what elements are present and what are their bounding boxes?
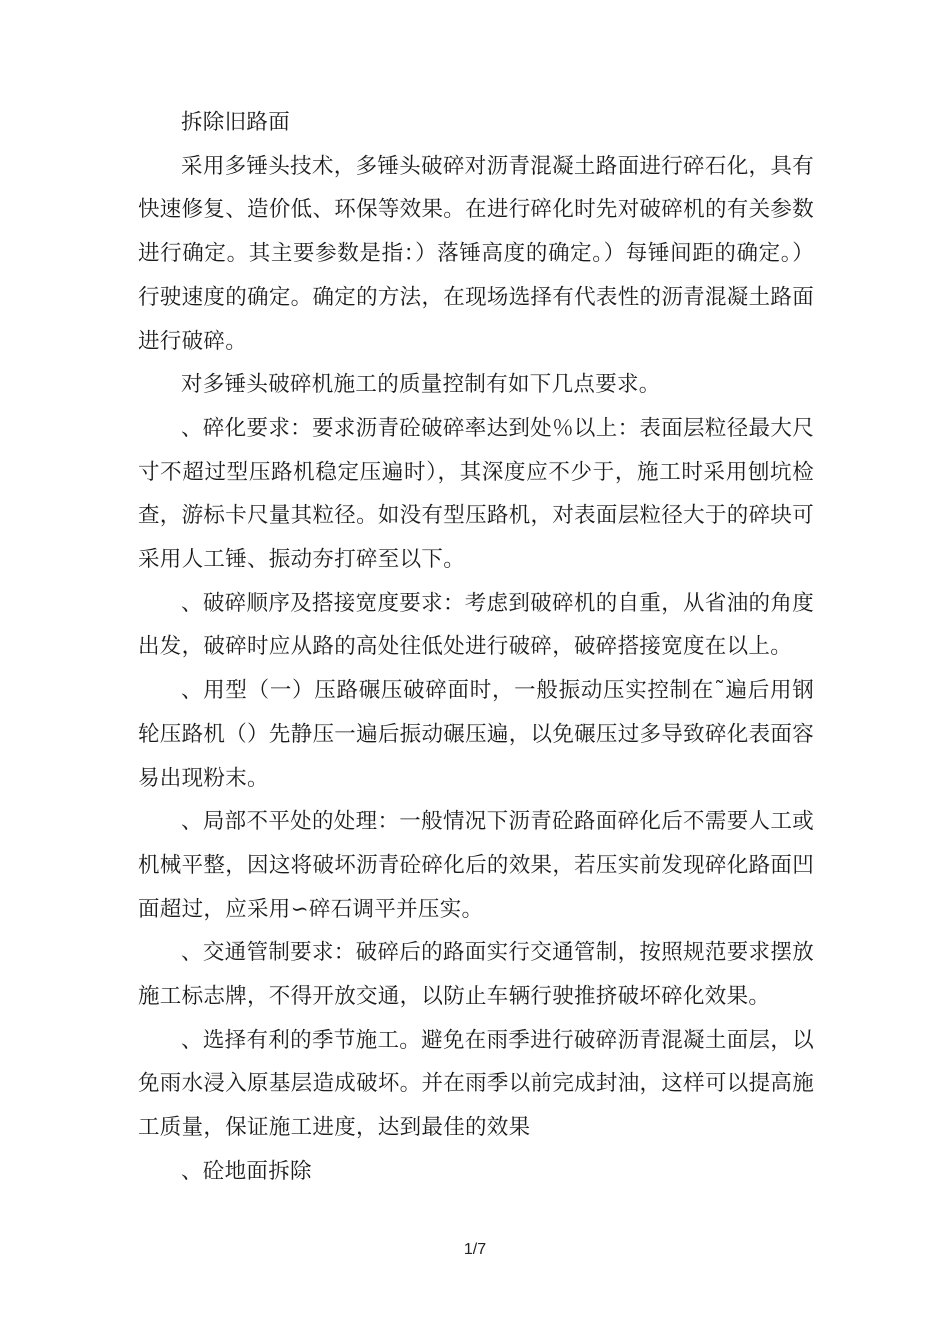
list-item: 、用型（一）压路碾压破碎面时，一般振动压实控制在˜遍后用钢轮压路机（）先静压一遍后振动碾压遍，以免碾压过多导致碎化表面容易出现粉末。 [138, 678, 814, 791]
list-item: 、选择有利的季节施工。避免在雨季进行破碎沥青混凝土面层，以免雨水浸入原基层造成破坏。并在雨季以前完成封油，这样可以提高施工质量，保证施工进度，达到最佳的效果 [138, 1027, 814, 1141]
paragraph: 采用多锤头技术，多锤头破碎对沥青混凝土路面进行碎石化，具有快速修复、造价低、环保等效果。在进行碎化时先对破碎机的有关参数进行确定。其主要参数是指：）落锤高度的确定。）每锤间距的确定。）行驶速度的确定。确定的方法，在现场选择有代表性的沥青混凝土路面进行破碎。 [138, 153, 814, 354]
page-number: 1/7 [463, 1241, 487, 1258]
list-item: 、砼地面拆除 [181, 1158, 312, 1184]
list-item: 、破碎顺序及搭接宽度要求：考虑到破碎机的自重，从省油的角度出发，破碎时应从路的高处往低处进行破碎，破碎搭接宽度在以上。 [138, 590, 814, 660]
list-item: 、局部不平处的处理：一般情况下沥青砼路面碎化后不需要人工或机械平整，因这将破坏沥青砼碎化后的效果，若压实前发现碎化路面凹面超过，应采用∽碎石调平并压实。 [138, 809, 814, 922]
section-heading: 拆除旧路面 [181, 110, 291, 135]
list-item: 、交通管制要求：破碎后的路面实行交通管制，按照规范要求摆放施工标志牌，不得开放交通，以防止车辆行驶推挤破坏碎化效果。 [138, 940, 814, 1010]
document-body [138, 101, 814, 1194]
list-item: 、碎化要求：要求沥青砼破碎率达到处％以上：表面层粒径最大尺寸不超过型压路机稳定压遍时），其深度应不少于，施工时采用刨坑检查，游标卡尺量其粒径。如没有型压路机，对表面层粒径大于的碎块可采用人工锤、振动夯打碎至以下。 [138, 415, 814, 573]
paragraph: 对多锤头破碎机施工的质量控制有如下几点要求。 [181, 372, 661, 398]
